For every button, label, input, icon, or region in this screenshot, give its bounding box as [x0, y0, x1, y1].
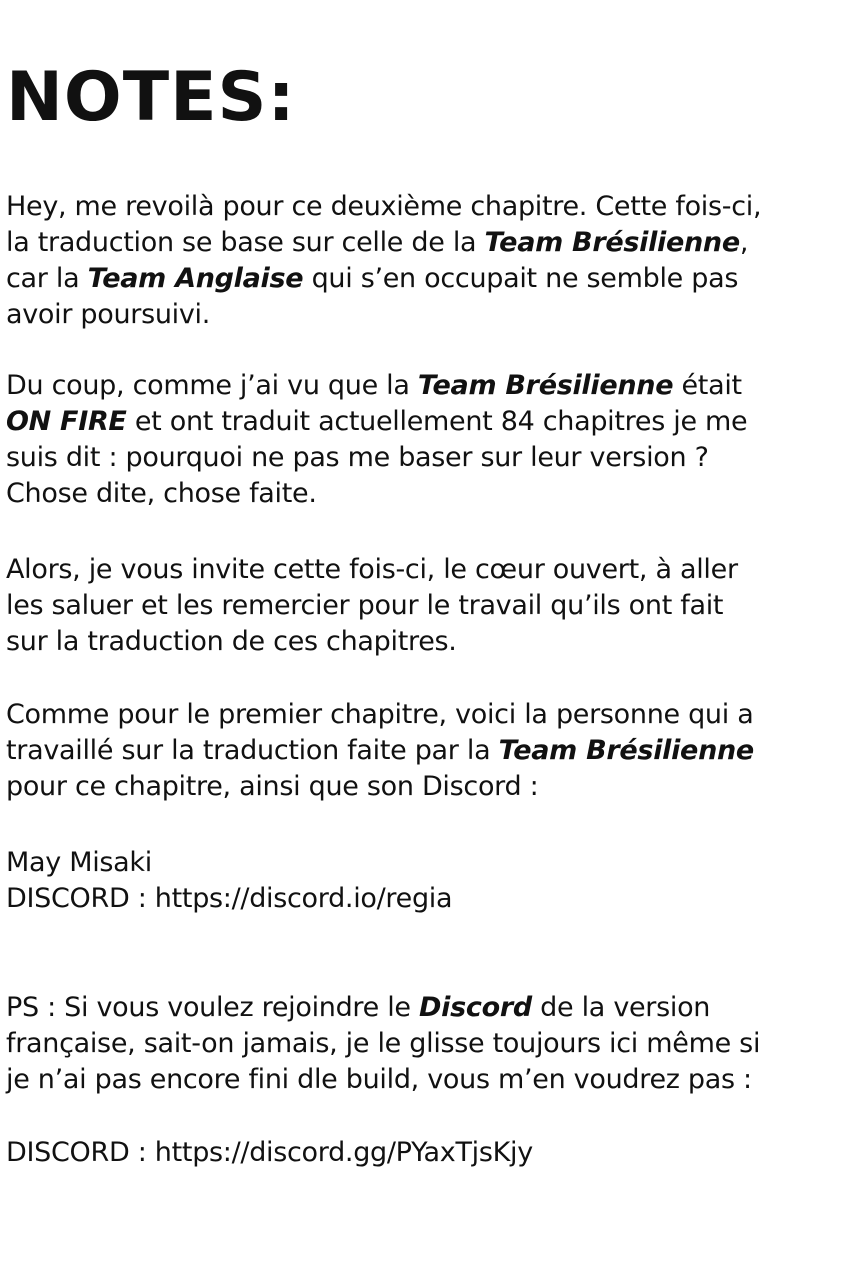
thanks-paragraph	[6, 552, 842, 660]
text-line: française, sait-on jamais, je le glisse toujours ici même si	[6, 1028, 761, 1059]
ps-paragraph	[6, 990, 842, 1098]
french-discord-link	[6, 1135, 842, 1171]
text-line: suis dit : pourquoi ne pas me baser sur leur version ?	[6, 442, 709, 473]
text-line: les saluer et les remercier pour le travail qu’ils ont fait	[6, 590, 724, 621]
text-line: DISCORD : https://discord.gg/PYaxTjsKjy	[6, 1137, 533, 1168]
team-name: Team Brésilienne	[484, 227, 740, 258]
text-line: car la Team Anglaise qui s’en occupait ne semble pas	[6, 263, 739, 294]
text-line: je n’ai pas encore fini dle build, vous m’en voudrez pas :	[6, 1064, 752, 1095]
emphasis-text: Discord	[419, 992, 532, 1023]
translator-discord-link: DISCORD : https://discord.io/regia	[6, 883, 453, 914]
team-name: Team Brésilienne	[498, 735, 754, 766]
text-line: sur la traduction de ces chapitres.	[6, 626, 457, 657]
intro-paragraph	[6, 189, 842, 333]
text-line: Hey, me revoilà pour ce deuxième chapitre. Cette fois-ci,	[6, 191, 762, 222]
page-title: NOTES:	[6, 58, 296, 137]
text-line: ON FIRE et ont traduit actuellement 84 chapitres je me	[6, 406, 748, 437]
credit-paragraph	[6, 697, 842, 805]
text-line: Alors, je vous invite cette fois-ci, le cœur ouvert, à aller	[6, 554, 738, 585]
emphasis-text: ON FIRE	[6, 406, 127, 437]
text-line: Chose dite, chose faite.	[6, 478, 317, 509]
translator-name: May Misaki	[6, 847, 152, 878]
translator-credit	[6, 845, 842, 917]
text-line: Comme pour le premier chapitre, voici la personne qui a	[6, 699, 754, 730]
team-name: Team Brésilienne	[417, 370, 674, 401]
text-line: Du coup, comme j’ai vu que la Team Brésilienne était	[6, 370, 742, 401]
text-line: la traduction se base sur celle de la Team Brésilienne,	[6, 227, 749, 258]
text-line: pour ce chapitre, ainsi que son Discord :	[6, 771, 539, 802]
reason-paragraph	[6, 368, 842, 512]
team-name: Team Anglaise	[87, 263, 304, 294]
text-line: travaillé sur la traduction faite par la Team Brésilienne	[6, 735, 754, 766]
text-line: PS : Si vous voulez rejoindre le Discord de la version	[6, 992, 711, 1023]
text-line: avoir poursuivi.	[6, 299, 211, 330]
